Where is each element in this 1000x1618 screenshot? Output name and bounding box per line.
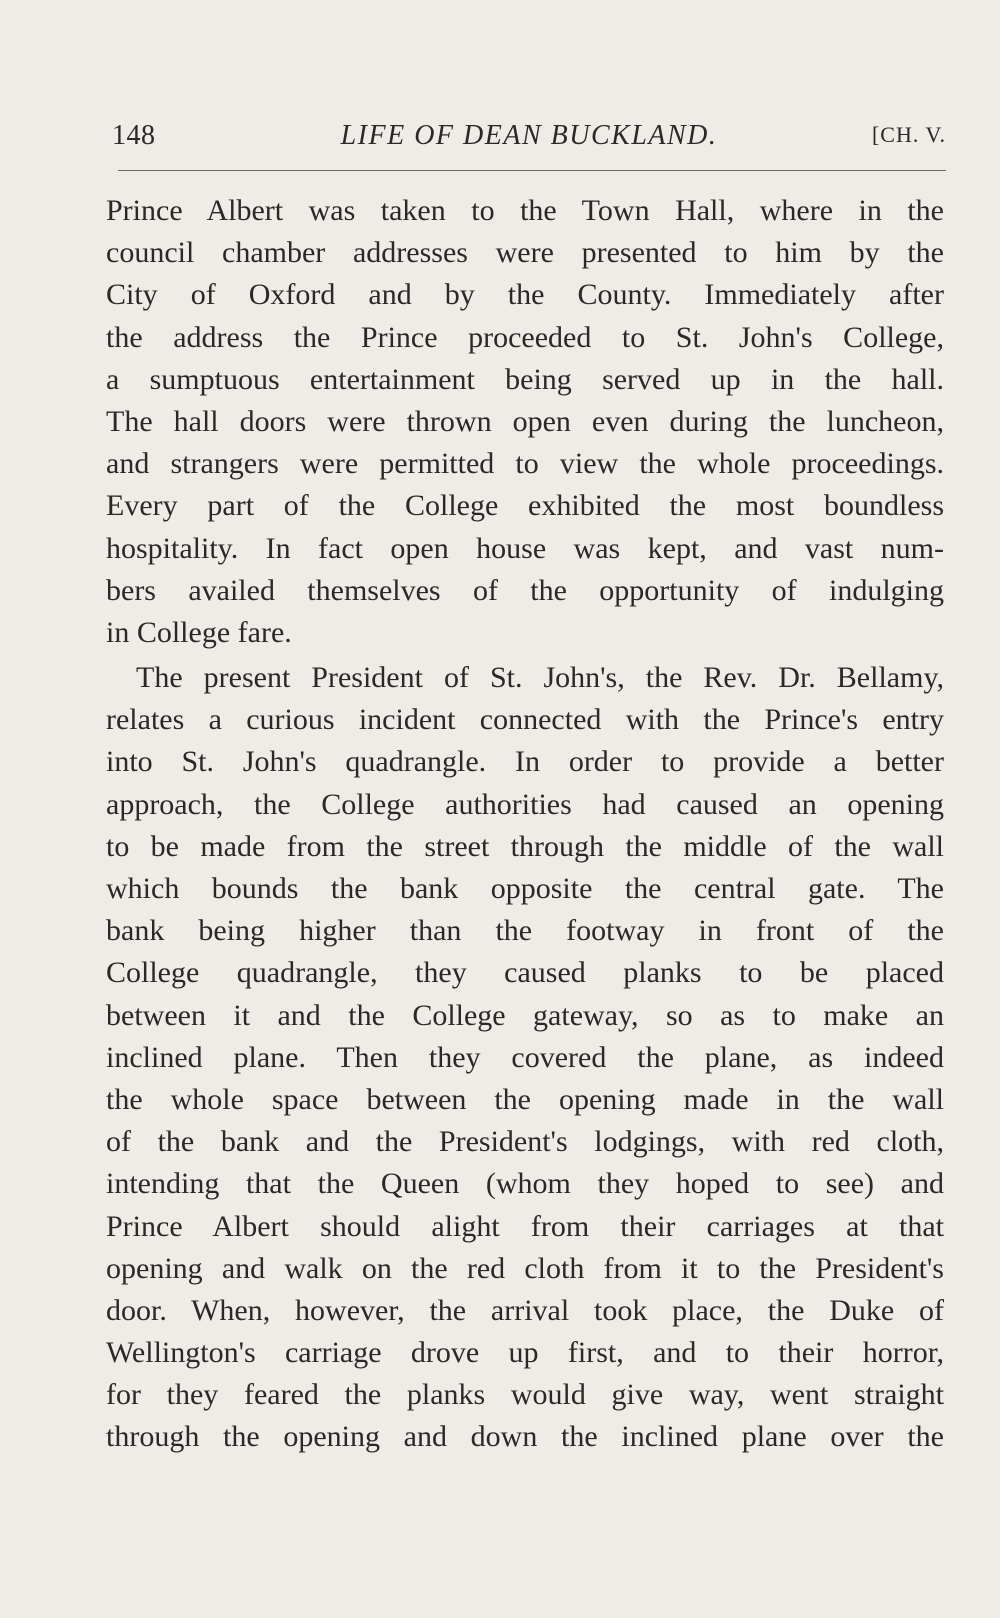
text-line: College quadrangle, they caused planks to be placed	[106, 956, 944, 990]
text-line: council chamber addresses were presented to him by the	[106, 236, 944, 270]
text-line: through the opening and down the inclined plane over the	[106, 1420, 944, 1454]
body-text	[106, 190, 944, 1459]
chapter-reference: [CH. V.	[871, 122, 946, 147]
text-line: in College fare.	[106, 615, 292, 649]
paragraph	[106, 190, 944, 654]
text-line: and strangers were permitted to view the whole proceedings.	[106, 447, 944, 481]
text-line: Every part of the College exhibited the most boundless	[106, 489, 944, 523]
text-line: of the bank and the President's lodgings, with red cloth,	[106, 1125, 944, 1159]
text-line: into St. John's quadrangle. In order to provide a better	[106, 745, 944, 779]
text-line: City of Oxford and by the County. Immediately after	[106, 278, 944, 312]
text-line: bank being higher than the footway in front of the	[106, 914, 944, 948]
text-line: intending that the Queen (whom they hoped to see) and	[106, 1167, 944, 1201]
text-line: Prince Albert should alight from their carriages at that	[106, 1209, 944, 1243]
text-line: which bounds the bank opposite the central gate. The	[106, 872, 944, 905]
text-line: for they feared the planks would give way, went straight	[106, 1378, 944, 1412]
text-line: relates a curious incident connected with the Prince's entry	[106, 703, 944, 737]
text-line: The present President of St. John's, the Rev. Dr. Bellamy,	[136, 661, 944, 695]
text-line: door. When, however, the arrival took place, the Duke of	[106, 1293, 944, 1327]
text-line: Wellington's carriage drove up first, and to their horror,	[106, 1336, 944, 1370]
text-line: the address the Prince proceeded to St. John's College,	[106, 320, 944, 354]
text-line: Prince Albert was taken to the Town Hall, where in the	[106, 194, 944, 227]
text-line: approach, the College authorities had caused an opening	[106, 787, 944, 821]
text-line: a sumptuous entertainment being served up in the hall.	[106, 362, 944, 396]
text-line: inclined plane. Then they covered the plane, as indeed	[106, 1040, 944, 1074]
text-line: hospitality. In fact open house was kept, and vast num-	[106, 531, 944, 565]
text-line: the whole space between the opening made in the wall	[106, 1082, 944, 1116]
running-title: LIFE OF DEAN BUCKLAND.	[340, 120, 718, 151]
page-number: 148	[112, 120, 156, 151]
running-head	[112, 120, 946, 160]
header-rule	[118, 170, 946, 171]
text-line: opening and walk on the red cloth from it to the President's	[106, 1251, 944, 1285]
text-line: to be made from the street through the middle of the wall	[106, 829, 944, 863]
text-line: The hall doors were thrown open even during the luncheon,	[106, 404, 944, 438]
paragraph	[106, 657, 944, 1459]
text-line: bers availed themselves of the opportunity of indulging	[106, 573, 944, 607]
text-line: between it and the College gateway, so as to make an	[106, 998, 944, 1032]
